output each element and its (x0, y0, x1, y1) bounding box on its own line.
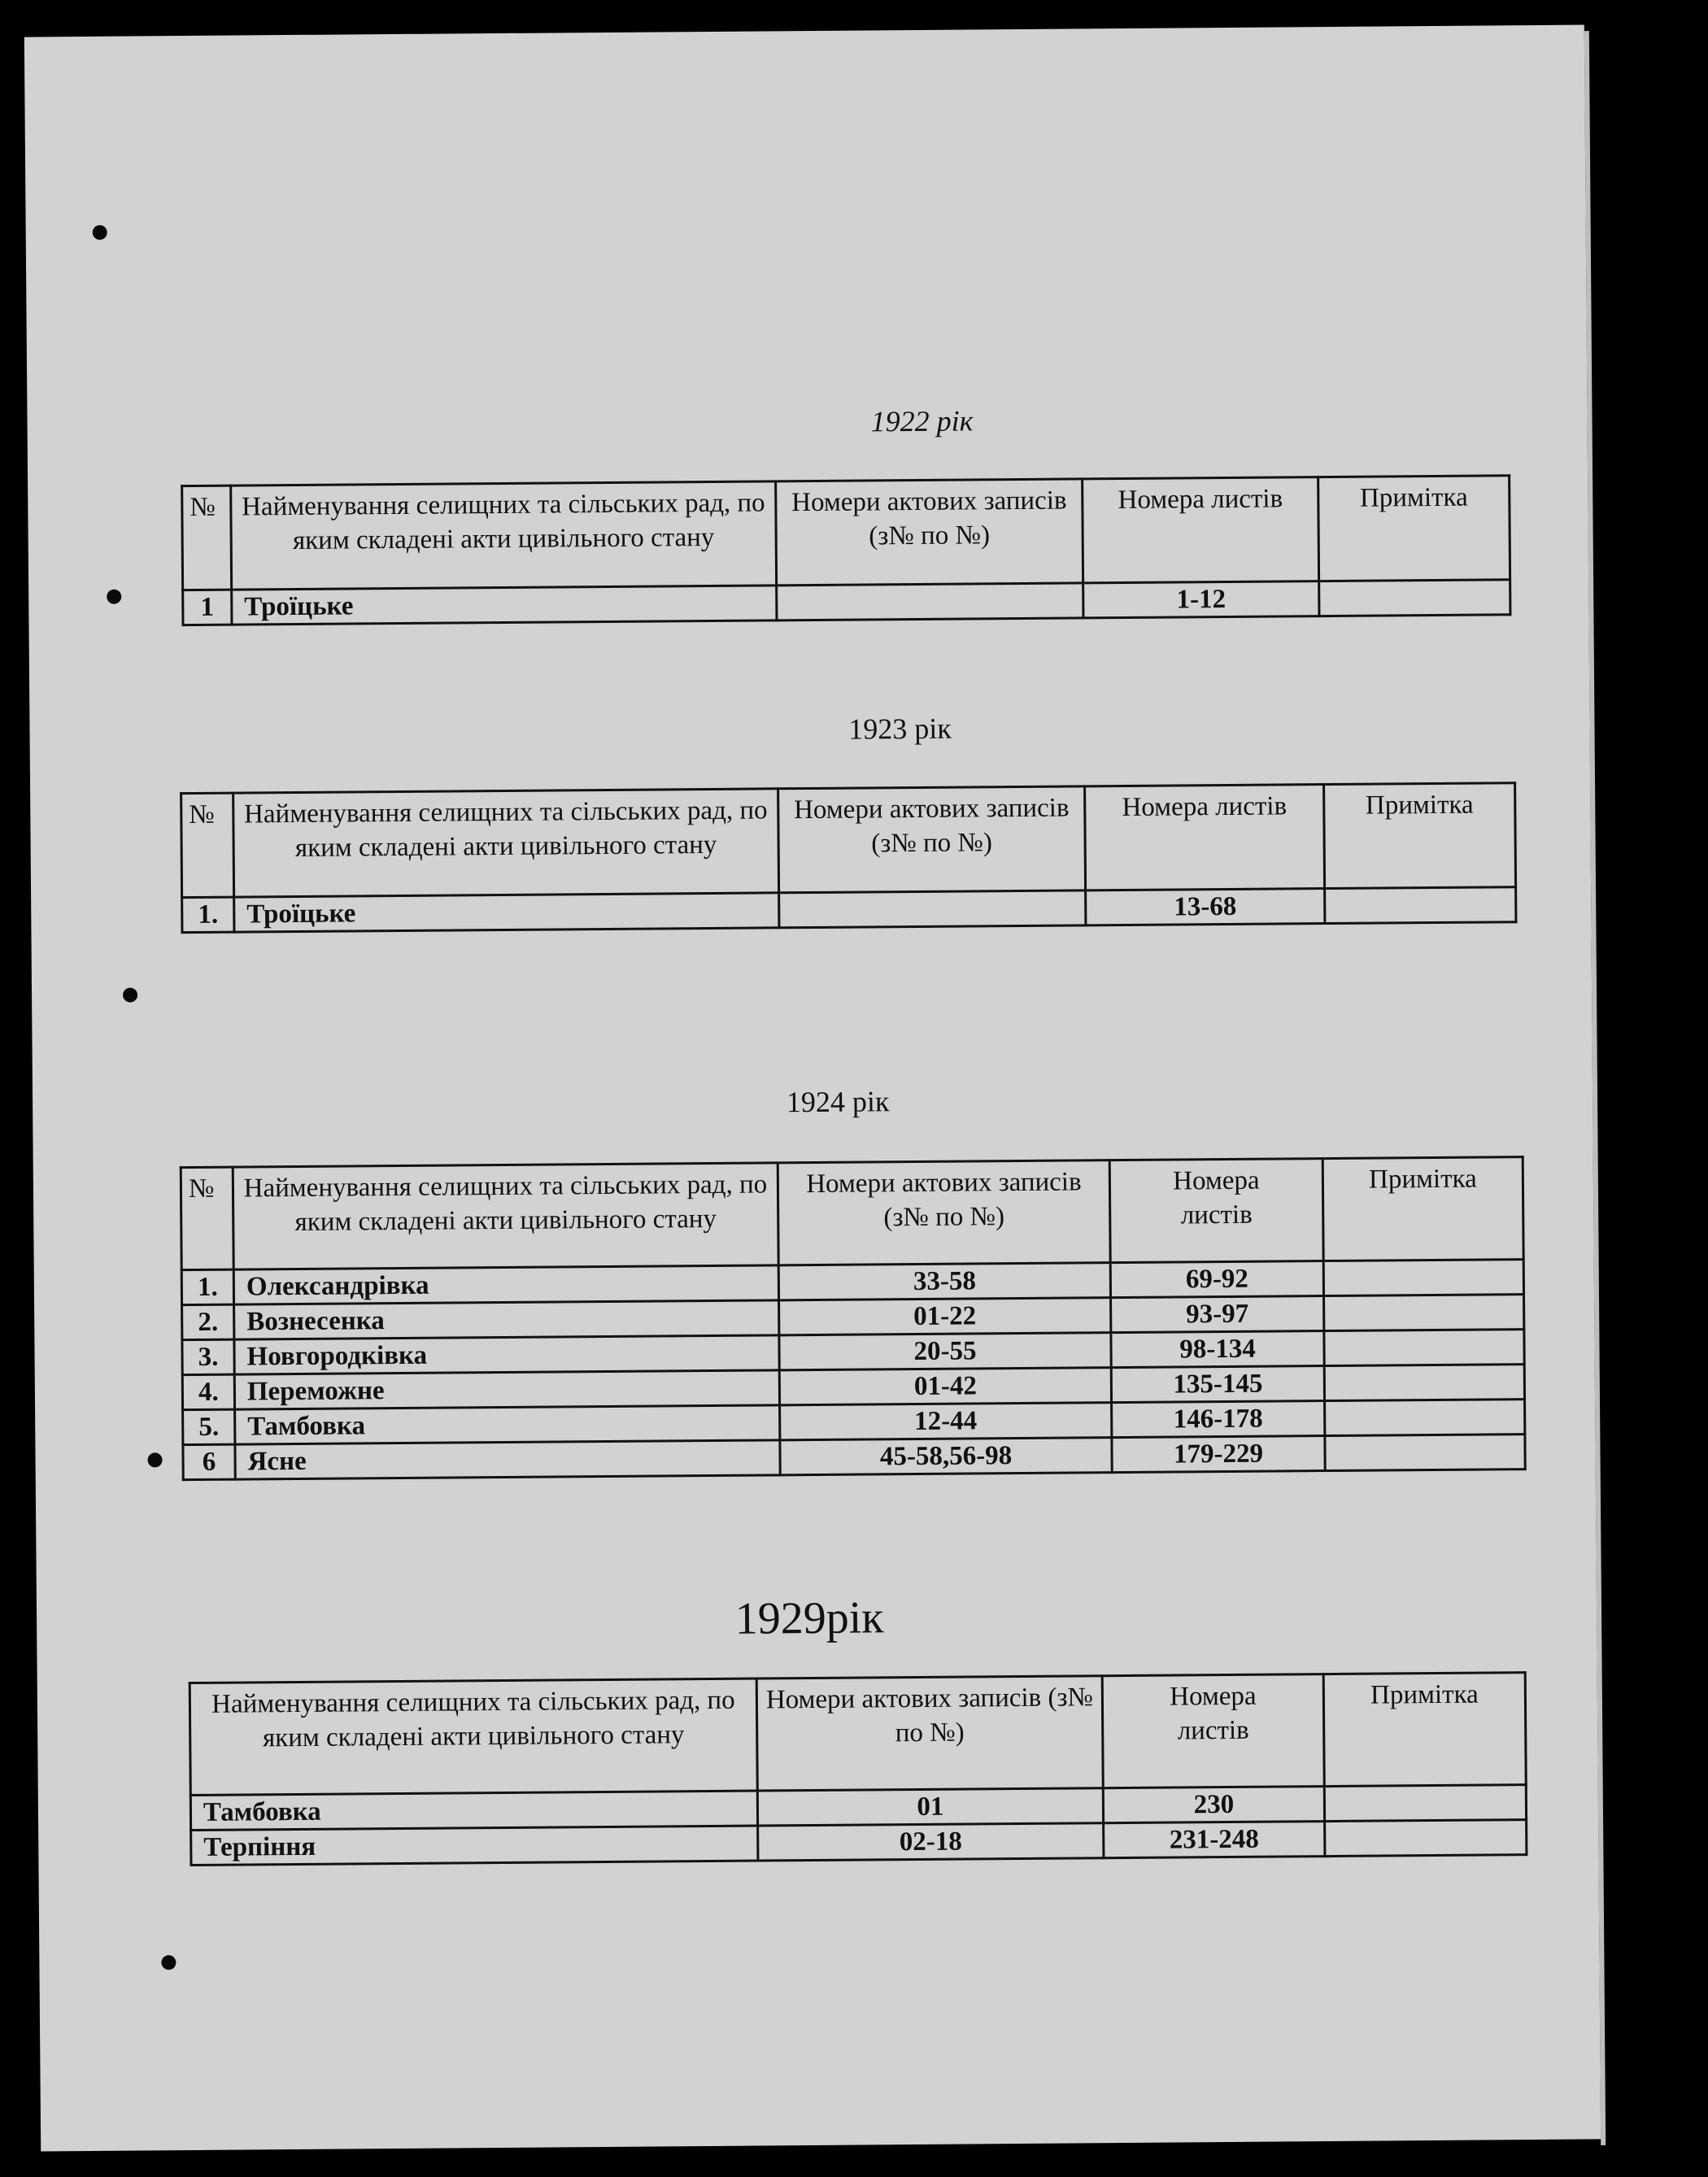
row-records: 33-58 (778, 1263, 1110, 1300)
row-sheets: 13-68 (1086, 889, 1325, 925)
row-name: Тамбовка (190, 1791, 757, 1830)
row-records: 45-58,56-98 (780, 1438, 1112, 1475)
row-no: 6 (183, 1444, 235, 1480)
row-note (1325, 1400, 1525, 1436)
row-note (1324, 1365, 1524, 1401)
col-header-sheets: Номера листів (1109, 1159, 1323, 1263)
row-sheets: 135-145 (1111, 1366, 1324, 1403)
row-note (1319, 580, 1510, 616)
row-records: 20-55 (779, 1333, 1111, 1370)
row-records: 01-22 (779, 1298, 1111, 1335)
col-header-records: Номери актових записів (з№ по №) (778, 1160, 1110, 1265)
col-header-note: Примітка (1324, 783, 1516, 889)
col-header-records: Номери актових записів (з№ по №) (756, 1676, 1103, 1791)
row-sheets: 98-134 (1111, 1331, 1324, 1368)
row-sheets: 146-178 (1112, 1401, 1325, 1438)
row-records: 12-44 (780, 1403, 1112, 1440)
binder-hole (107, 590, 121, 604)
row-note (1324, 1330, 1524, 1366)
col-header-no: № (182, 485, 232, 590)
row-name: Троїцьке (234, 893, 779, 932)
section-year-1922: 1922 рік (870, 404, 974, 438)
row-note (1325, 887, 1516, 924)
table-1922 (181, 474, 1511, 626)
table-header-row (181, 1157, 1523, 1270)
col-header-records: Номери актових записів (з№ по №) (776, 479, 1083, 586)
row-name: Олександрівка (233, 1265, 778, 1304)
row-name: Тамбовка (235, 1405, 780, 1444)
col-header-name: Найменування селищних та сільських рад, по яким складені акти цивільного стану (233, 1163, 778, 1269)
row-no: 1. (181, 1269, 233, 1305)
col-header-name: Найменування селищних та сільських рад, по яким складені акти цивільного стану (233, 789, 779, 897)
row-sheets: 93-97 (1111, 1296, 1324, 1333)
row-name: Вознесенка (234, 1300, 779, 1339)
col-header-name: Найменування селищних та сільських рад, по яким складені акти цивільного стану (190, 1678, 757, 1795)
section-year-1924: 1924 рік (786, 1085, 890, 1119)
col-header-note: Примітка (1322, 1157, 1523, 1261)
col-header-name: Найменування селищних та сільських рад, по яким складені акти цивільного стану (231, 481, 777, 590)
col-header-sheets: Номера листів (1083, 477, 1319, 583)
binder-hole (93, 225, 107, 240)
row-records (777, 583, 1083, 620)
col-header-no: № (181, 793, 234, 897)
row-no: 1. (182, 897, 234, 933)
table-1923 (180, 782, 1517, 934)
row-name: Переможне (234, 1370, 779, 1409)
table-1929 (189, 1671, 1528, 1866)
row-sheets: 179-229 (1112, 1436, 1325, 1473)
row-name: Троїцьке (232, 586, 777, 625)
row-no: 4. (182, 1374, 234, 1410)
row-note (1325, 1820, 1527, 1857)
row-no: 1 (183, 590, 232, 625)
row-sheets: 69-92 (1110, 1261, 1323, 1298)
col-header-sheets: Номера листів (1102, 1674, 1324, 1788)
row-records (779, 890, 1086, 928)
row-no: 3. (182, 1339, 234, 1375)
document-page (24, 25, 1601, 2152)
row-note (1323, 1260, 1523, 1296)
table-1924 (180, 1156, 1527, 1481)
col-header-sheets: Номера листів (1085, 785, 1325, 890)
row-name: Терпіння (191, 1826, 758, 1865)
row-records: 01-42 (779, 1368, 1111, 1405)
binder-hole (161, 1955, 176, 1970)
row-sheets: 1-12 (1083, 581, 1319, 618)
col-header-records: Номери актових записів (з№ по №) (778, 786, 1086, 893)
section-year-1929: 1929рік (734, 1592, 884, 1644)
binder-hole (123, 988, 137, 1003)
col-header-note: Примітка (1323, 1673, 1526, 1787)
table-header-row (181, 783, 1516, 898)
row-note (1324, 1785, 1526, 1822)
row-name: Ясне (235, 1440, 780, 1479)
row-no: 2. (182, 1304, 234, 1340)
row-note (1325, 1435, 1525, 1471)
row-records: 02-18 (758, 1823, 1104, 1861)
col-header-note: Примітка (1318, 476, 1510, 581)
binder-hole (147, 1452, 162, 1467)
table-header-row (182, 476, 1510, 590)
col-header-no: № (181, 1167, 233, 1269)
row-no: 5. (183, 1409, 235, 1445)
row-sheets: 231-248 (1104, 1822, 1325, 1858)
row-sheets: 230 (1103, 1787, 1324, 1823)
row-name: Новгородківка (234, 1335, 779, 1374)
section-year-1923: 1923 рік (848, 712, 952, 746)
row-records: 01 (757, 1788, 1103, 1826)
row-note (1324, 1295, 1524, 1331)
table-header-row (190, 1673, 1526, 1796)
